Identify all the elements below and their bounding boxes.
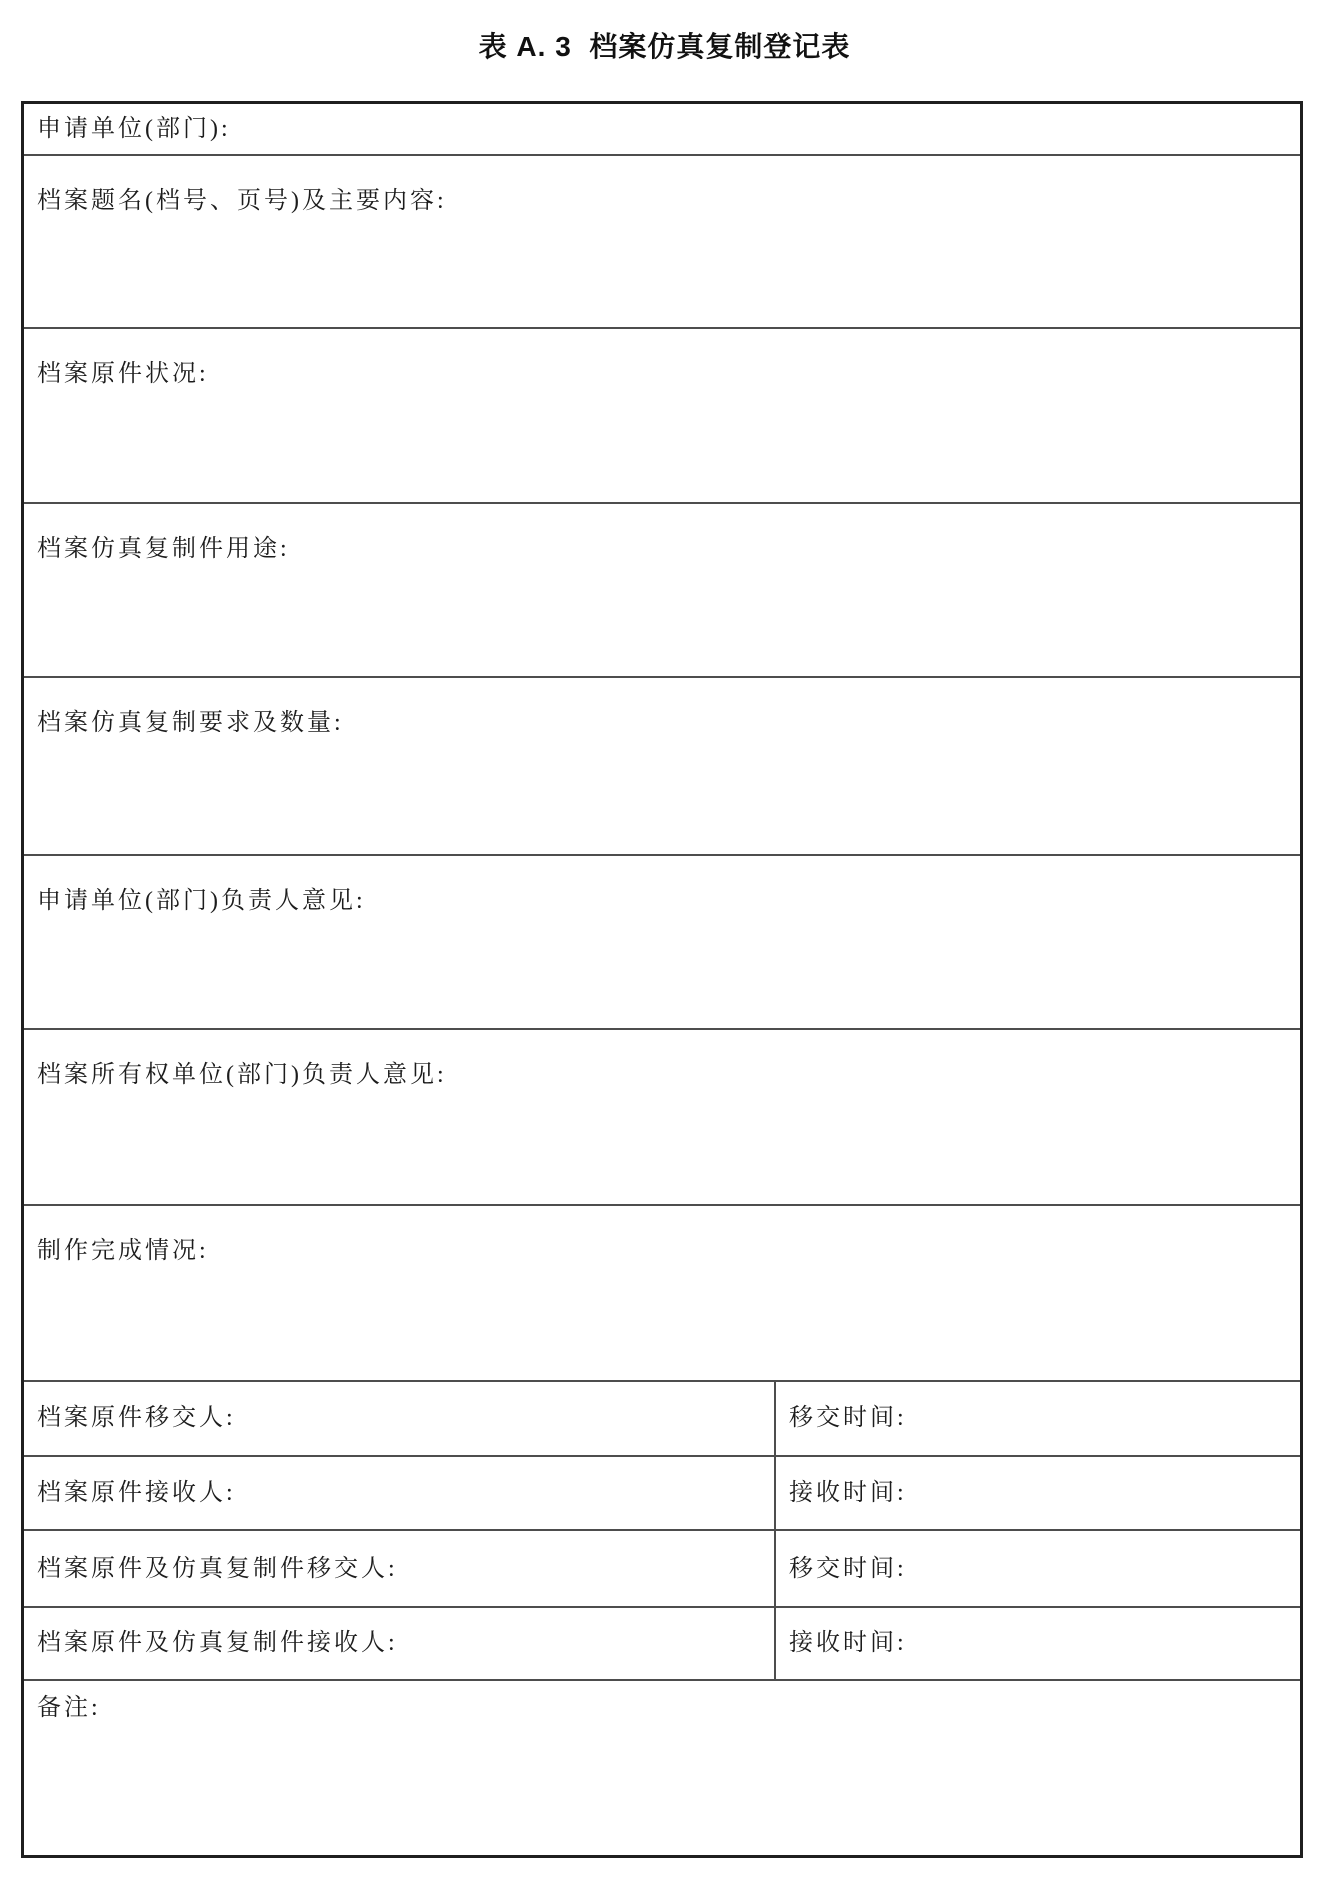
row-original-condition [24,329,1300,503]
transfer-time-cell-2 [776,1531,1300,1606]
receive-time-label-2: 接收时间: [789,1630,907,1657]
original-and-copy-transferor-cell [24,1531,776,1606]
original-and-copy-receiver-label: 档案原件及仿真复制件接收人: [37,1630,398,1657]
row-applicant-unit [24,104,1300,156]
receive-time-cell-1 [776,1457,1300,1530]
receive-time-cell-2 [776,1608,1300,1679]
original-condition-label: 档案原件状况: [37,361,209,388]
owner-leader-opinion-label: 档案所有权单位(部门)负责人意见: [37,1061,447,1088]
row-owner-leader-opinion [24,1030,1300,1206]
original-receiver-cell [24,1457,776,1530]
original-and-copy-transferor-label: 档案原件及仿真复制件移交人: [37,1555,398,1582]
completion-status-label: 制作完成情况: [37,1238,209,1265]
remarks-label: 备注: [37,1694,101,1721]
row-original-receiver [24,1457,1300,1532]
registration-form-table [21,101,1303,1858]
copy-purpose-label: 档案仿真复制件用途: [37,535,290,562]
applicant-unit-label: 申请单位(部门): [37,115,231,142]
original-transferor-label: 档案原件移交人: [37,1405,236,1432]
row-copy-requirements [24,678,1300,855]
row-remarks [24,1681,1300,1855]
row-archive-title [24,156,1300,329]
row-copy-purpose [24,504,1300,678]
row-original-transferor [24,1382,1300,1457]
transfer-time-label-2: 移交时间: [789,1555,907,1582]
original-and-copy-receiver-cell [24,1608,776,1679]
row-applicant-leader-opinion [24,856,1300,1030]
page-title: 表 A. 3 档案仿真复制登记表 [478,31,851,62]
original-transferor-cell [24,1382,776,1455]
row-original-and-copy-receiver [24,1608,1300,1681]
transfer-time-cell-1 [776,1382,1300,1455]
applicant-leader-opinion-label: 申请单位(部门)负责人意见: [37,887,366,914]
archive-title-label: 档案题名(档号、页号)及主要内容: [37,187,447,214]
transfer-time-label-1: 移交时间: [789,1405,907,1432]
copy-requirements-label: 档案仿真复制要求及数量: [37,710,344,737]
original-receiver-label: 档案原件接收人: [37,1479,236,1506]
receive-time-label-1: 接收时间: [789,1479,907,1506]
row-original-and-copy-transferor [24,1531,1300,1608]
row-completion-status [24,1206,1300,1381]
